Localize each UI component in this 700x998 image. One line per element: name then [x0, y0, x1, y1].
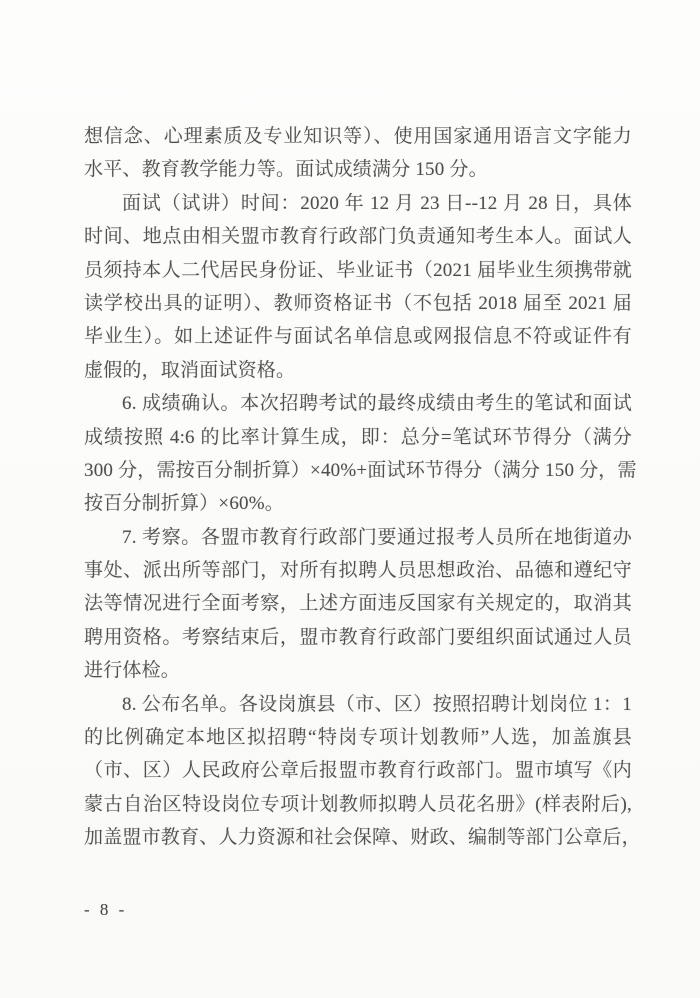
text-line: 6. 成绩确认。本次招聘考试的最终成绩由考生的笔试和面试	[122, 393, 632, 415]
text-line: 蒙古自治区特设岗位专项计划教师拟聘人员花名册》(样表附后),	[84, 793, 632, 815]
text-line: 毕业生）。如上述证件与面试名单信息或网报信息不符或证件有	[84, 326, 632, 348]
paragraph	[84, 387, 637, 521]
text-line: 时间、地点由相关盟市教育行政部门负责通知考生本人。面试人	[84, 226, 632, 248]
text-line: 想信念、心理素质及专业知识等）、使用国家通用语言文字能力	[84, 126, 632, 147]
text-line: 按百分制折算）×60%。	[84, 493, 284, 515]
text-line: 300 分，需按百分制折算）×40%+面试环节得分（满分 150 分，需	[84, 459, 637, 481]
text-line: 的比例确定本地区拟招聘“特岗专项计划教师”人选，加盖旗县	[84, 727, 632, 749]
text-line: 读学校出具的证明）、教师资格证书（不包括 2018 届至 2021 届	[84, 292, 632, 314]
document-body	[84, 120, 641, 855]
paragraph	[84, 120, 632, 187]
text-line: 事处、派出所等部门，对所有拟聘人员思想政治、品德和遵纪守	[84, 560, 632, 582]
text-line: 员须持本人二代居民身份证、毕业证书（2021 届毕业生须携带就	[84, 259, 632, 281]
text-line: 成绩按照 4:6 的比率计算生成，即：总分=笔试环节得分（满分	[84, 426, 632, 448]
text-line: 进行体检。	[84, 660, 181, 682]
text-line: 加盖盟市教育、人力资源和社会保障、财政、编制等部门公章后，	[84, 827, 641, 849]
paragraph	[84, 187, 632, 387]
text-line: 法等情况进行全面考察，上述方面违反国家有关规定的，取消其	[84, 593, 632, 615]
page-number: - 8 -	[84, 900, 128, 919]
text-line: 7. 考察。各盟市教育行政部门要通过报考人员所在地街道办	[122, 526, 632, 548]
paragraph	[84, 688, 641, 855]
text-line: 虚假的，取消面试资格。	[84, 359, 296, 381]
text-line: 水平、教育教学能力等。面试成绩满分 150 分。	[84, 159, 488, 181]
text-line: （市、区）人民政府公章后报盟市教育行政部门。盟市填写《内	[84, 760, 632, 782]
text-line: 面试（试讲）时间：2020 年 12 月 23 日--12 月 28 日，具体	[122, 192, 632, 214]
paragraph	[84, 521, 632, 688]
text-line: 聘用资格。考察结束后，盟市教育行政部门要组织面试通过人员	[84, 626, 632, 648]
text-line: 8. 公布名单。各设岗旗县（市、区）按照招聘计划岗位 1：1	[122, 693, 632, 715]
